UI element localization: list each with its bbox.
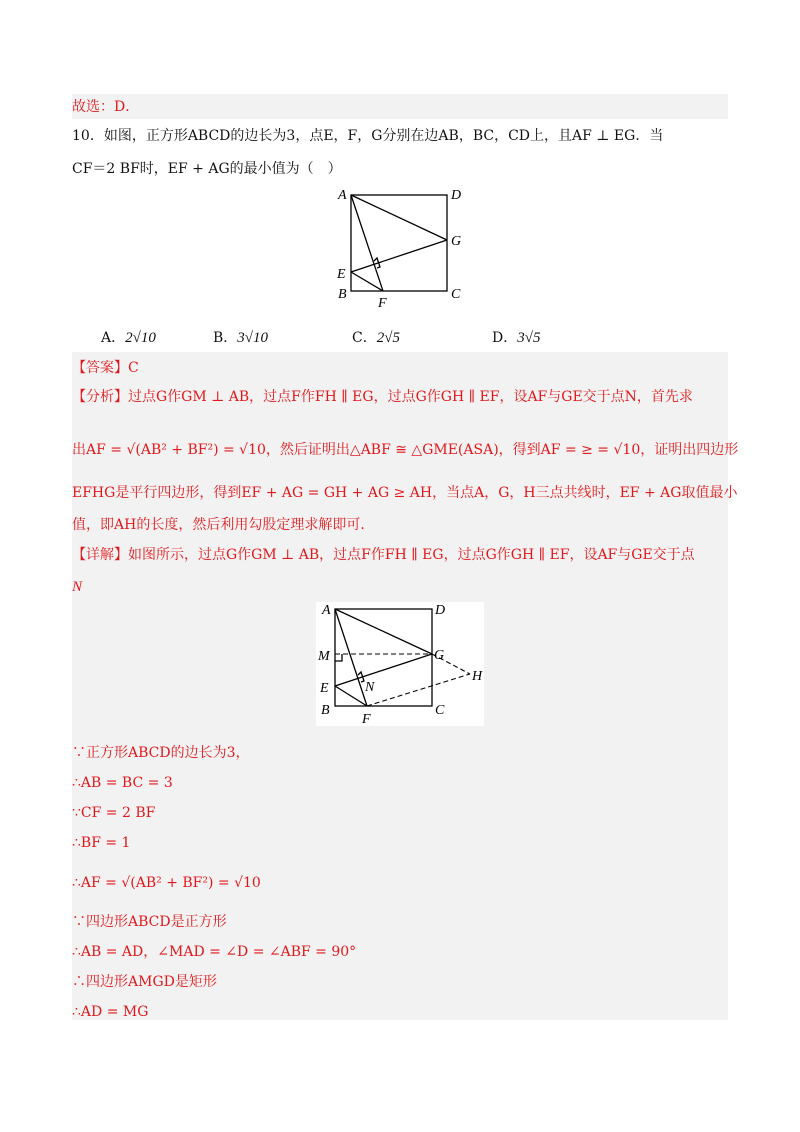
analysis-line-3: EFHG是平行四边形，得到EF + AG = GH + AG ≥ AH，当点A，G，H三点共线时，EF + AG取值最小 <box>72 485 738 501</box>
label2-g: G <box>434 648 445 663</box>
option-b: B．3√10 <box>213 330 269 346</box>
segment-ef-2 <box>335 686 367 706</box>
label-a: A <box>338 188 347 203</box>
segment-ag-2 <box>335 609 432 654</box>
analysis-line-1: 【分析】过点G作GM ⊥ AB，过点F作FH ∥ EG，过点G作GH ∥ EF，设AF与GE交于点N，首先求 <box>72 389 693 405</box>
geometry-figure-2 <box>316 602 484 726</box>
step-7: ∴AB = AD，∠MAD = ∠D = ∠ABF = 90° <box>72 944 357 960</box>
label2-a: A <box>322 603 331 618</box>
step-2: ∴AB = BC = 3 <box>72 775 173 791</box>
step-6: ∵四边形ABCD是正方形 <box>72 914 227 930</box>
previous-answer: 故选：D． <box>72 99 140 115</box>
label2-n: N <box>365 680 375 695</box>
segment-eg-2 <box>335 654 432 686</box>
label-e: E <box>337 267 346 282</box>
label2-d: D <box>435 603 446 618</box>
option-a: A．2√10 <box>101 330 156 346</box>
label-g: G <box>451 234 462 249</box>
analysis-line-2: 出AF = √(AB² + BF²) = √10，然后证明出△ABF ≅ △GME(ASA)，得到AF = ≥ = √10，证明出四边形 <box>72 442 739 458</box>
label-b: B <box>338 287 347 302</box>
square-abcd <box>351 195 447 291</box>
step-1: ∵正方形ABCD的边长为3， <box>72 745 250 761</box>
label-f: F <box>378 296 387 310</box>
segment-fh-dashed <box>367 674 470 706</box>
square-abcd-2 <box>335 609 432 706</box>
label2-f: F <box>362 712 371 726</box>
segment-af <box>351 195 383 291</box>
detail-line-2: N <box>72 579 83 595</box>
option-c: C．2√5 <box>352 330 400 346</box>
segment-af-2 <box>335 609 367 706</box>
step-3: ∵CF = 2 BF <box>72 805 156 821</box>
label2-c: C <box>435 703 445 718</box>
label-c: C <box>451 287 461 302</box>
label2-m: M <box>318 649 330 664</box>
analysis-line-4: 值，即AH的长度，然后利用勾股定理求解即可． <box>72 517 375 533</box>
label2-b: B <box>321 703 330 718</box>
step-8: ∴四边形AMGD是矩形 <box>72 974 217 990</box>
shaded-top-strip <box>72 94 728 119</box>
label2-h: H <box>472 669 483 684</box>
right-angle-mark-m <box>335 654 342 661</box>
step-9: ∴AD = MG <box>72 1004 149 1020</box>
label-d: D <box>451 188 462 203</box>
detail-line-1: 【详解】如图所示，过点G作GM ⊥ AB，过点F作FH ∥ EG，过点G作GH ∥ EF，设AF与GE交于点 <box>72 547 695 563</box>
segment-ag <box>351 195 447 240</box>
segment-eg <box>351 240 447 272</box>
step-5: ∴AF = √(AB² + BF²) = √10 <box>72 875 261 891</box>
step-4: ∴BF = 1 <box>72 835 131 851</box>
option-d: D．3√5 <box>492 330 541 346</box>
geometry-figure-1 <box>330 185 475 310</box>
question-line-1: 10．如图，正方形ABCD的边长为3，点E，F，G分别在边AB，BC，CD上，且AF ⊥ EG．当 <box>72 128 664 144</box>
question-line-2: CF＝2 BF时，EF + AG的最小值为（ ） <box>72 161 342 177</box>
answer-line: 【答案】C <box>72 360 139 376</box>
label2-e: E <box>320 681 329 696</box>
